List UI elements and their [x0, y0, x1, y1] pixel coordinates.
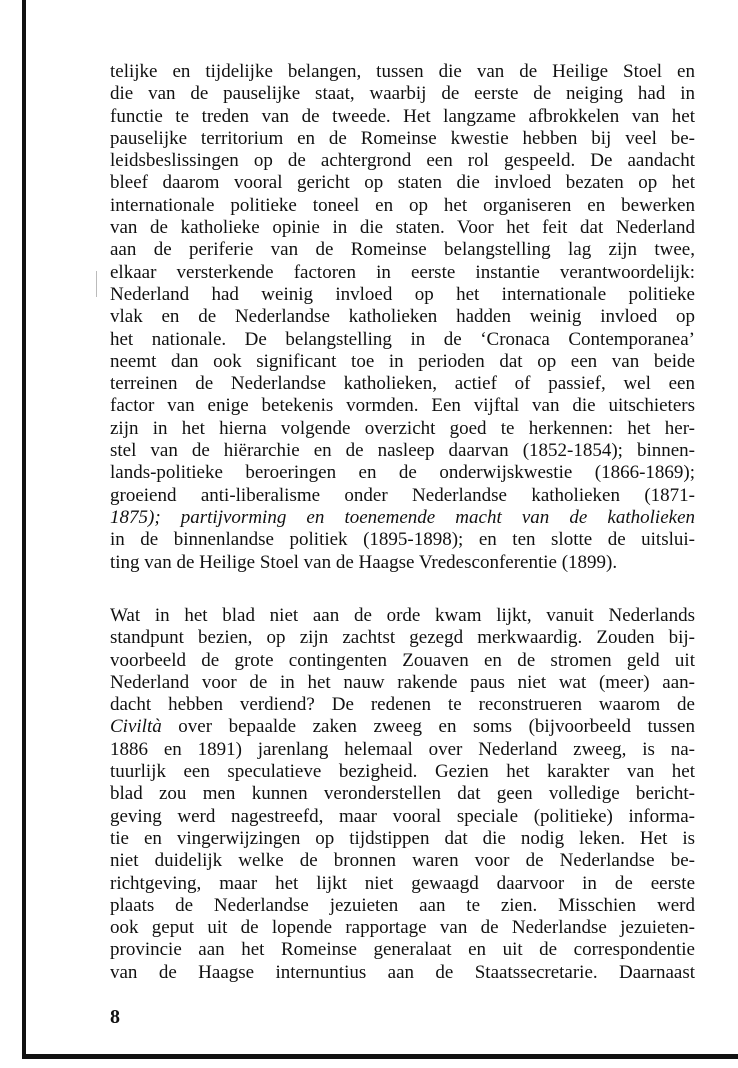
- text-line: stel van de hiërarchie en de nasleep daarvan (1852-1854); binnen-: [110, 440, 695, 462]
- text-line: van de katholieke opinie in die staten. Voor het feit dat Nederland: [110, 217, 695, 239]
- text-line: functie te treden van de tweede. Het langzame afbrokkelen van het: [110, 105, 695, 127]
- text-line: dacht hebben verdiend? De redenen te reconstrueren waarom de: [110, 694, 695, 716]
- page-bottom-edge: [22, 1054, 738, 1059]
- page-number: 8: [110, 1006, 120, 1028]
- text-line: Nederland had weinig invloed op het internationale politieke: [110, 283, 695, 305]
- text-line: 1886 en 1891) jarenlang helemaal over Nederland zweeg, is na-: [110, 738, 695, 760]
- text-line: terreinen de Nederlandse katholieken, actief of passief, wel een: [110, 373, 695, 395]
- text-line: richtgeving, maar het lijkt niet gewaagd daarvoor in de eerste: [110, 872, 695, 894]
- text-line: neemt dan ook significant toe in perioden dat op een van beide: [110, 350, 695, 372]
- text-line: voorbeeld de grote contingenten Zouaven en de stromen geld uit: [110, 649, 695, 671]
- text-line-italic: 1875); partijvorming en toenemende macht van de katholieken: [110, 506, 695, 528]
- text-line: pauselijke territorium en de Romeinse kwestie hebben bij veel be-: [110, 127, 695, 149]
- text-line: plaats de Nederlandse jezuieten aan te zien. Misschien werd: [110, 894, 695, 916]
- text-line: groeiend anti-liberalisme onder Nederlandse katholieken (1871-: [110, 484, 695, 506]
- text-line: geving werd nagestreefd, maar vooral speciale (politieke) informa-: [110, 805, 695, 827]
- text-line: zijn in het hierna volgende overzicht goed te herkennen: het her-: [110, 417, 695, 439]
- text-line: Wat in het blad niet aan de orde kwam lijkt, vanuit Nederlands: [110, 605, 695, 626]
- text-line: ting van de Heilige Stoel van de Haagse Vredesconferentie (1899).: [110, 551, 618, 573]
- margin-mark: [96, 271, 97, 297]
- page-left-edge: [22, 0, 26, 1059]
- text-line: in de binnenlandse politiek (1895-1898); en ten slotte de uitslui-: [110, 529, 695, 551]
- text-line: leidsbeslissingen op de achtergrond een rol gespeeld. De aandacht: [110, 150, 695, 172]
- text-line: provincie aan het Romeinse generalaat en uit de correspondentie: [110, 939, 695, 961]
- text-line: telijke en tijdelijke belangen, tussen die van de Heilige Stoel en: [110, 61, 695, 82]
- text-line: elkaar versterkende factoren in eerste instantie verantwoordelijk:: [110, 261, 695, 283]
- text-line: niet duidelijk welke de bronnen waren voor de Nederlandse be-: [110, 850, 695, 872]
- text-line: vlak en de Nederlandse katholieken hadden weinig invloed op: [110, 306, 695, 328]
- paragraph-2: [110, 605, 695, 984]
- text-line: internationale politieke toneel en op het organiseren en bewerken: [110, 194, 695, 216]
- text-line: Civiltà over bepaalde zaken zweeg en soms (bijvoorbeeld tussen: [110, 716, 695, 738]
- text-line: tuurlijk een speculatieve bezigheid. Gezien het karakter van het: [110, 761, 695, 783]
- paragraph-1: [110, 61, 695, 574]
- text-line: factor van enige betekenis vormden. Een vijftal van die uitschieters: [110, 395, 695, 417]
- text-line: tie en vingerwijzingen op tijdstippen dat die nodig leken. Het is: [110, 827, 695, 849]
- text-line: Nederland voor de in het nauw rakende paus niet wat (meer) aan-: [110, 671, 695, 693]
- text-line: blad zou men kunnen veronderstellen dat geen volledige bericht-: [110, 783, 695, 805]
- text-line: standpunt bezien, op zijn zachtst gezegd merkwaardig. Zouden bij-: [110, 627, 695, 649]
- text-line: aan de periferie van de Romeinse belangstelling lag zijn twee,: [110, 239, 695, 261]
- text-line: ook geput uit de lopende rapportage van de Nederlandse jezuieten-: [110, 917, 695, 939]
- text-line: het nationale. De belangstelling in de ‘Cronaca Contemporanea’: [110, 328, 695, 350]
- text-line: van de Haagse internuntius aan de Staatssecretarie. Daarnaast: [110, 961, 695, 983]
- text-line: lands-politieke beroeringen en de onderwijskwestie (1866-1869);: [110, 462, 695, 484]
- text-line: die van de pauselijke staat, waarbij de eerste de neiging had in: [110, 83, 695, 105]
- text-line: bleef daarom vooral gericht op staten die invloed bezaten op het: [110, 172, 695, 194]
